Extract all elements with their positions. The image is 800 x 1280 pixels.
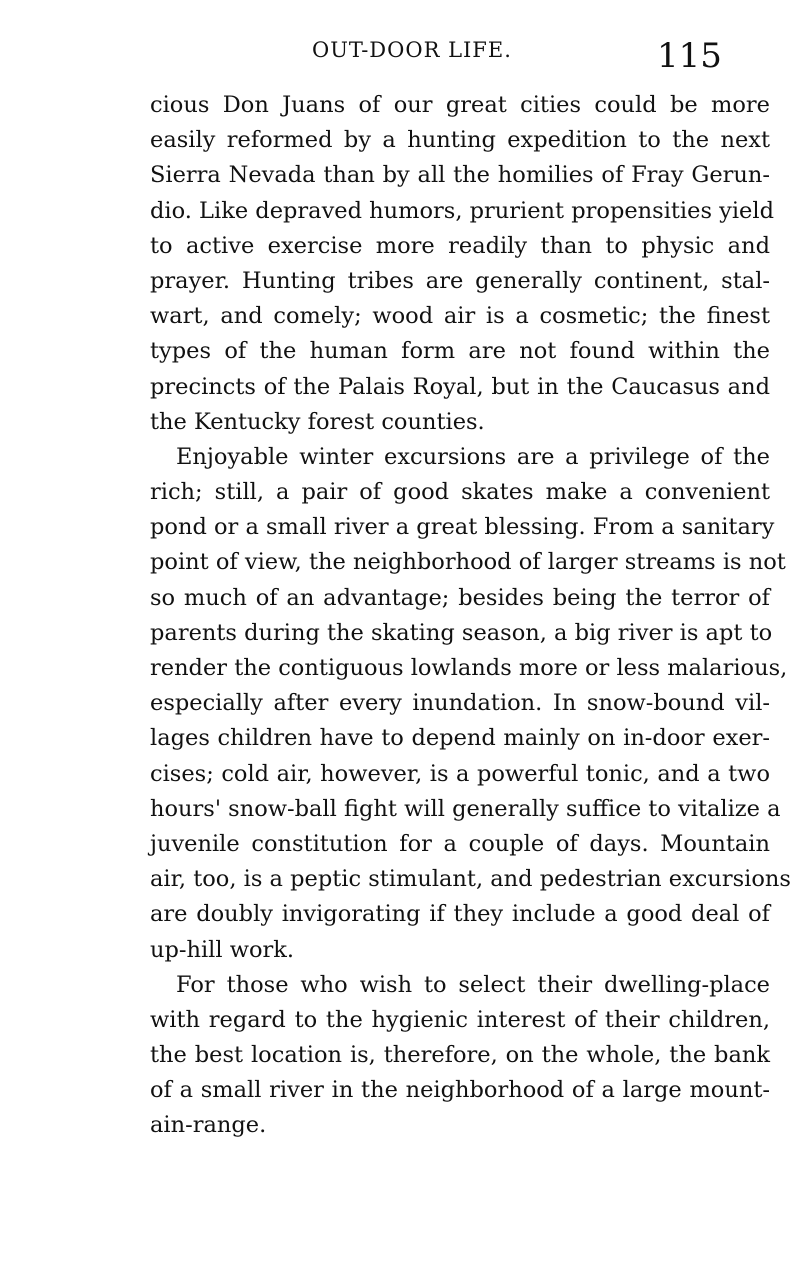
text-line: point of view, the neighborhood of larger streams is not (150, 549, 786, 576)
text-line: the Kentucky forest counties. (150, 408, 485, 435)
text-line: ain-range. (150, 1112, 267, 1139)
text-line: cious Don Juans of our great cities could be more (150, 92, 770, 118)
text-line: with regard to the hygienic interest of their children, (150, 1006, 770, 1033)
text-line: are doubly invigorating if they include a good deal of (150, 901, 770, 928)
text-line: parents during the skating season, a big river is apt to (150, 619, 773, 646)
body-text (150, 88, 791, 1144)
text-line: to active exercise more readily than to physic and (150, 232, 770, 259)
text-line: pond or a small river a great blessing. From a sanitary (150, 514, 775, 541)
text-line: up-hill work. (150, 936, 295, 963)
text-line: lages children have to depend mainly on in-door exer- (150, 725, 770, 752)
text-line: rich; still, a pair of good skates make a convenient (150, 479, 770, 506)
text-line: types of the human form are not found within the (150, 338, 770, 365)
text-line: precincts of the Palais Royal, but in the Caucasus and (150, 373, 770, 400)
text-line: render the contiguous lowlands more or less malarious, (150, 655, 788, 681)
text-line: easily reformed by a hunting expedition to the next (150, 127, 770, 154)
text-line: the best location is, therefore, on the whole, the bank (150, 1042, 770, 1069)
page-number: 115 (657, 36, 722, 76)
text-line: Sierra Nevada than by all the homilies of Fray Gerun- (150, 162, 770, 189)
text-line: For those who wish to select their dwelling-place (176, 971, 770, 998)
text-line: air, too, is a peptic stimulant, and pedestrian excursions (150, 866, 791, 893)
text-line: dio. Like depraved humors, prurient propensities yield (150, 197, 774, 224)
page-header (0, 36, 800, 84)
running-head: OUT-DOOR LIFE. (312, 38, 512, 62)
text-line: especially after every inundation. In snow-bound vil- (150, 690, 770, 717)
text-line: wart, and comely; wood air is a cosmetic; the finest (150, 303, 770, 330)
text-line: of a small river in the neighborhood of a large mount- (150, 1077, 770, 1104)
text-line: prayer. Hunting tribes are generally continent, stal- (150, 267, 770, 294)
text-line: Enjoyable winter excursions are a privilege of the (176, 443, 770, 470)
text-line: so much of an advantage; besides being the terror of (150, 584, 770, 611)
text-line: cises; cold air, however, is a powerful tonic, and a two (150, 760, 770, 787)
text-line: hours' snow-ball fight will generally suffice to vitalize a (150, 795, 781, 822)
text-line: juvenile constitution for a couple of days. Mountain (150, 830, 770, 857)
